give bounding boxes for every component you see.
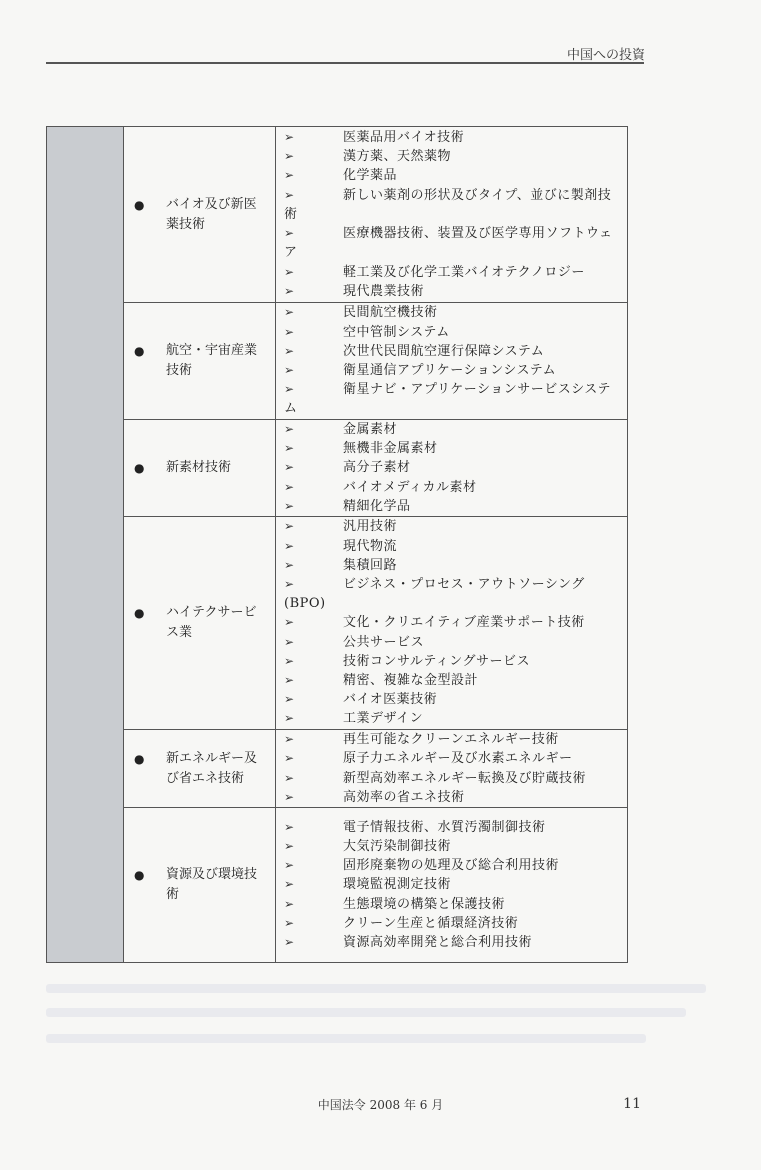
arrow-bullet-icon: ➢ (284, 283, 295, 298)
table-row (47, 303, 628, 420)
item-text: 集積回路 (343, 557, 398, 573)
list-item (284, 224, 623, 262)
bullet-icon: ● (134, 197, 145, 212)
category-label: ハイテクサービス業 (166, 605, 257, 641)
items-cell (276, 303, 628, 420)
item-text: 資源高効率開発と総合利用技術 (343, 935, 533, 951)
bleed-through-text (46, 1034, 646, 1043)
arrow-bullet-icon: ➢ (284, 615, 295, 630)
item-text: 生態環境の構築と保護技術 (343, 896, 506, 912)
list-item (284, 875, 623, 894)
arrow-bullet-icon: ➢ (284, 819, 295, 834)
arrow-bullet-icon: ➢ (284, 935, 295, 950)
item-text: 原子力エネルギー及び水素エネルギー (343, 751, 573, 767)
item-list (276, 128, 627, 301)
list-item (284, 769, 623, 788)
item-text: 高効率の省エネ技術 (343, 789, 465, 805)
arrow-bullet-icon: ➢ (284, 441, 295, 456)
item-text: 固形廃棄物の処理及び総合利用技術 (343, 858, 560, 874)
table-row (47, 420, 628, 517)
item-list (276, 730, 627, 807)
items-cell (276, 420, 628, 517)
category-cell (124, 303, 276, 420)
list-item (284, 633, 623, 652)
item-text: 工業デザイン (343, 711, 424, 727)
item-text: 汎用技術 (343, 519, 398, 535)
items-cell (276, 730, 628, 808)
list-item (284, 380, 623, 418)
item-text: 再生可能なクリーンエネルギー技術 (343, 732, 559, 748)
item-text: バイオメディカル素材 (343, 479, 477, 495)
list-item (284, 671, 623, 690)
arrow-bullet-icon: ➢ (284, 692, 295, 707)
list-item (284, 709, 623, 728)
table-row (47, 730, 628, 808)
items-cell (276, 127, 628, 303)
arrow-bullet-icon: ➢ (284, 187, 295, 202)
category-cell (124, 517, 276, 730)
bullet-icon: ● (134, 606, 145, 621)
item-text: 軽工業及び化学工業バイオテクノロジー (343, 264, 585, 280)
list-item (284, 837, 623, 856)
category-label: バイオ及び新医薬技術 (166, 196, 257, 232)
arrow-bullet-icon: ➢ (284, 422, 295, 436)
item-text: ビジネス・プロセス・アウトソーシング(BPO) (284, 577, 585, 612)
list-item (284, 730, 623, 749)
list-item (284, 652, 623, 671)
arrow-bullet-icon: ➢ (284, 896, 295, 911)
arrow-bullet-icon: ➢ (284, 557, 295, 572)
items-cell (276, 517, 628, 730)
technology-table-body (47, 127, 628, 963)
arrow-bullet-icon: ➢ (284, 363, 295, 377)
arrow-bullet-icon: ➢ (284, 324, 295, 339)
list-item (284, 914, 623, 933)
item-text: 次世代民間航空運行保障システム (343, 343, 545, 359)
category-cell (124, 127, 276, 303)
list-item (284, 439, 623, 458)
list-item (284, 895, 623, 914)
arrow-bullet-icon: ➢ (284, 479, 295, 494)
list-item (284, 478, 623, 497)
list-item (284, 856, 623, 875)
bullet-icon: ● (134, 751, 145, 766)
list-item (284, 575, 623, 613)
list-item (284, 818, 623, 837)
item-text: 無機非金属素材 (343, 441, 438, 457)
category-label: 航空・宇宙産業技術 (166, 343, 258, 378)
table-row (47, 517, 628, 730)
item-text: 環境監視測定技術 (343, 877, 452, 893)
arrow-bullet-icon: ➢ (284, 770, 295, 785)
arrow-bullet-icon: ➢ (284, 168, 295, 183)
shaded-column (47, 127, 124, 963)
category-cell (124, 420, 276, 517)
item-text: 空中管制システム (343, 324, 450, 340)
item-text: 技術コンサルティングサービス (343, 653, 531, 669)
arrow-bullet-icon: ➢ (284, 226, 295, 241)
list-item (284, 323, 623, 342)
arrow-bullet-icon: ➢ (284, 915, 295, 930)
list-item (284, 497, 623, 516)
arrow-bullet-icon: ➢ (284, 577, 295, 591)
item-text: 現代物流 (343, 538, 398, 554)
table-row (47, 808, 628, 963)
item-text: 衛星ナビ・アプリケーションサービスシステム (284, 382, 612, 417)
item-text: 電子情報技術、水質汚濁制御技術 (343, 819, 546, 835)
header-rule (46, 62, 644, 64)
list-item (284, 342, 623, 361)
arrow-bullet-icon: ➢ (284, 653, 295, 668)
bleed-through-text (46, 984, 706, 993)
bullet-icon: ● (134, 344, 145, 358)
list-item (284, 537, 623, 556)
arrow-bullet-icon: ➢ (284, 460, 295, 475)
arrow-bullet-icon: ➢ (284, 264, 295, 279)
category-label: 新エネルギー及び省エネ技術 (166, 750, 258, 786)
item-list (276, 818, 627, 952)
list-item (284, 749, 623, 768)
list-item (284, 166, 623, 185)
arrow-bullet-icon: ➢ (284, 382, 295, 397)
bullet-icon: ● (134, 868, 145, 883)
category-label: 資源及び環境技術 (166, 867, 258, 903)
items-cell (276, 808, 628, 963)
item-text: 精密、複雑な金型設計 (343, 673, 479, 689)
list-item (284, 147, 623, 166)
item-text: クリーン生産と循環経済技術 (343, 915, 519, 931)
item-text: 高分子素材 (343, 460, 411, 476)
arrow-bullet-icon: ➢ (284, 538, 295, 553)
running-header-title: 中国への投資 (566, 48, 645, 63)
bullet-icon: ● (134, 461, 145, 475)
technology-table (46, 126, 628, 963)
item-text: 新型高効率エネルギー転換及び貯蔵技術 (343, 770, 587, 786)
item-text: 化学薬品 (343, 168, 398, 184)
footer-publication: 中国法令 2008 年 6 月 (317, 1098, 444, 1112)
arrow-bullet-icon: ➢ (284, 149, 295, 164)
item-text: 現代農業技術 (343, 283, 425, 299)
list-item (284, 613, 623, 632)
arrow-bullet-icon: ➢ (284, 343, 295, 358)
item-list (276, 517, 627, 728)
arrow-bullet-icon: ➢ (284, 839, 295, 853)
item-text: 公共サービス (343, 634, 425, 650)
arrow-bullet-icon: ➢ (284, 789, 295, 804)
item-text: 医療機器技術、装置及び医学専用ソフトウェア (284, 226, 613, 261)
list-item (284, 361, 623, 380)
bleed-through-text (46, 1008, 686, 1017)
page-number: 11 (623, 1096, 641, 1112)
category-cell (124, 808, 276, 963)
arrow-bullet-icon: ➢ (284, 498, 295, 513)
table-row (47, 127, 628, 303)
arrow-bullet-icon: ➢ (284, 711, 295, 726)
item-text: 漢方薬、天然薬物 (343, 149, 452, 165)
category-cell (124, 730, 276, 808)
list-item (284, 788, 623, 807)
item-text: 衛星通信アプリケーションシステム (343, 363, 557, 378)
arrow-bullet-icon: ➢ (284, 877, 295, 892)
list-item (284, 263, 623, 282)
list-item (284, 186, 623, 224)
list-item (284, 458, 623, 477)
item-text: 金属素材 (343, 422, 398, 437)
list-item (284, 282, 623, 301)
item-text: 精細化学品 (343, 498, 411, 514)
arrow-bullet-icon: ➢ (284, 673, 295, 688)
arrow-bullet-icon: ➢ (284, 130, 295, 145)
category-label: 新素材技術 (166, 460, 232, 475)
item-text: 民間航空機技術 (343, 305, 438, 321)
item-text: 文化・クリエイティブ産業サポート技術 (343, 615, 585, 631)
list-item (284, 303, 623, 322)
arrow-bullet-icon: ➢ (284, 751, 295, 766)
arrow-bullet-icon: ➢ (284, 858, 295, 873)
list-item (284, 420, 623, 439)
item-list (276, 420, 627, 516)
item-text: 大気汚染制御技術 (343, 839, 452, 854)
list-item (284, 690, 623, 709)
arrow-bullet-icon: ➢ (284, 634, 295, 649)
arrow-bullet-icon: ➢ (284, 305, 295, 320)
item-list (276, 303, 627, 418)
list-item (284, 556, 623, 575)
item-text: バイオ医薬技術 (343, 692, 438, 708)
arrow-bullet-icon: ➢ (284, 732, 295, 747)
item-text: 新しい薬剤の形状及びタイプ、並びに製剤技術 (284, 187, 612, 222)
list-item (284, 128, 623, 147)
item-text: 医薬品用バイオ技術 (343, 130, 465, 146)
arrow-bullet-icon: ➢ (284, 519, 295, 534)
list-item (284, 517, 623, 536)
list-item (284, 933, 623, 952)
